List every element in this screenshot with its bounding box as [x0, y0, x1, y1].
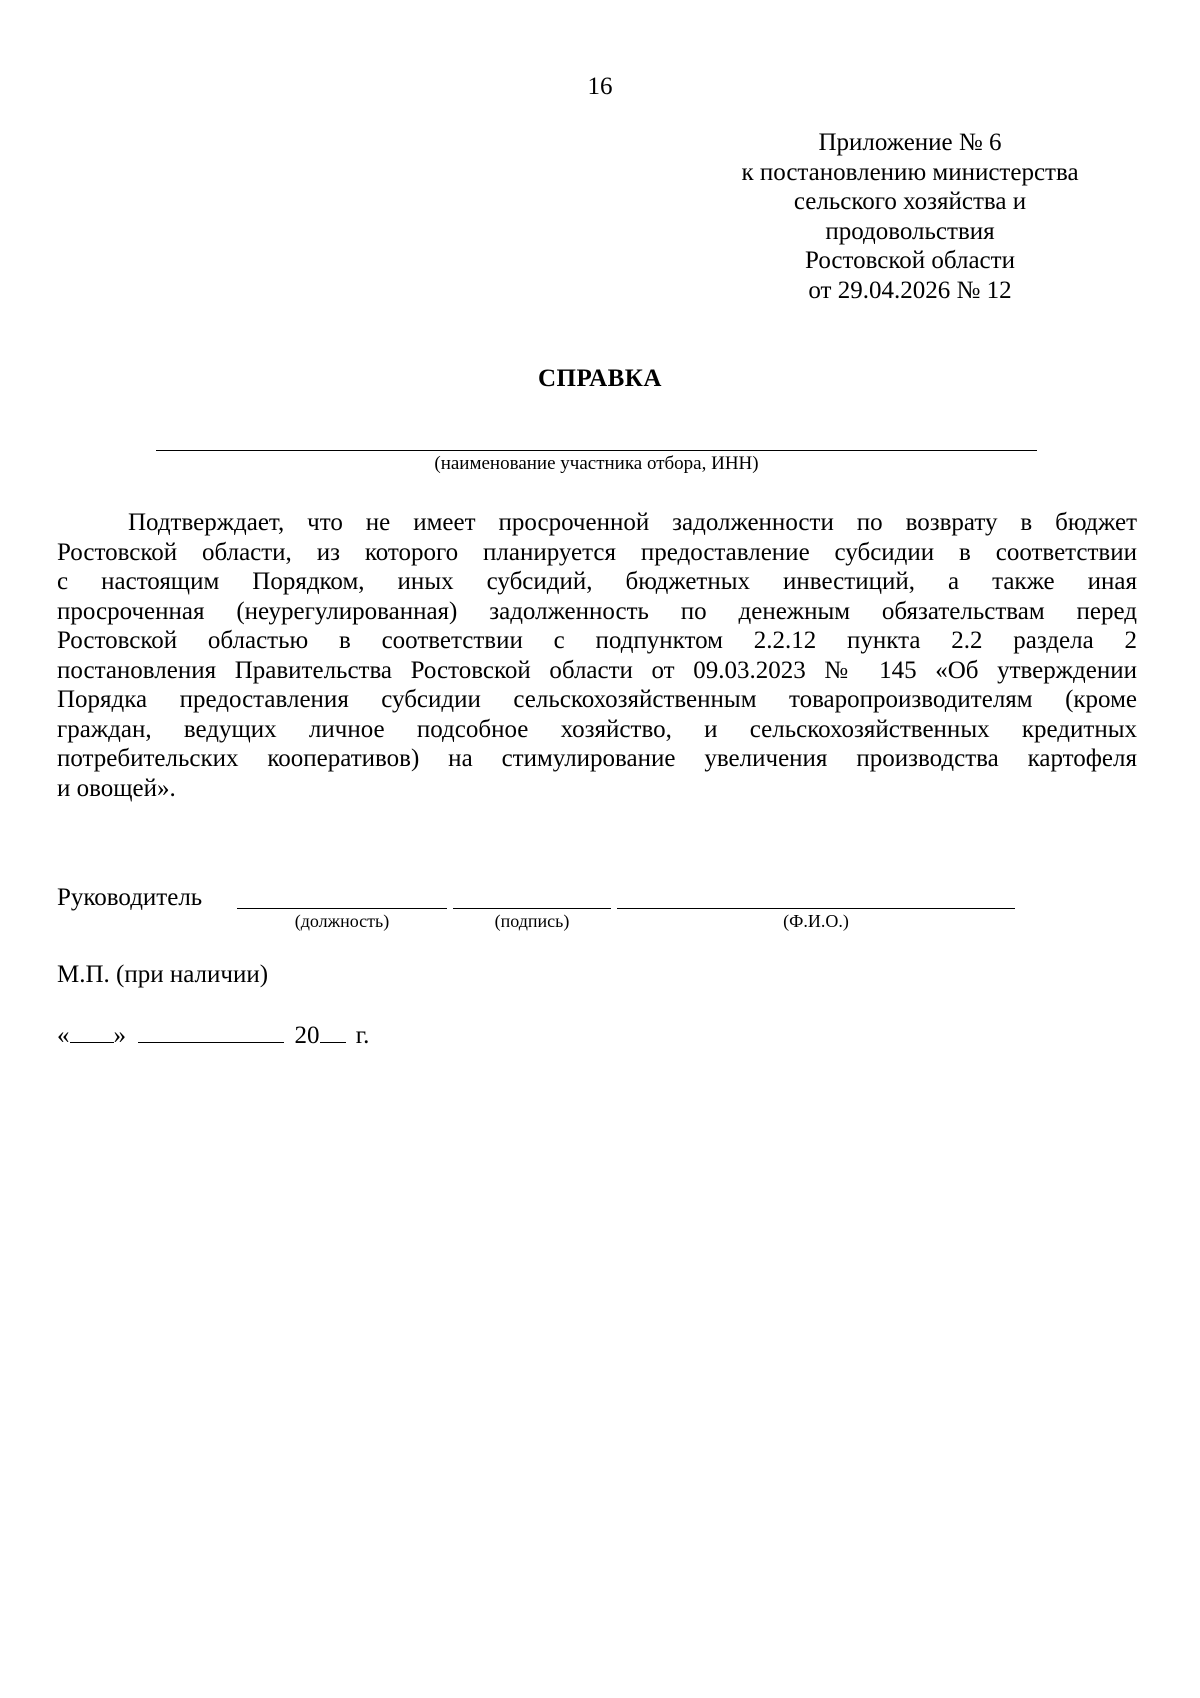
body-line: просроченная (неурегулированная) задолженность по денежным обязательствам перед: [57, 597, 1137, 625]
open-quote: «: [57, 1022, 70, 1049]
year-suffix: г.: [355, 1022, 370, 1049]
appendix-line: к постановлению министерства: [741, 158, 1079, 186]
appendix-line: Приложение № 6: [818, 129, 1002, 156]
body-line: Ростовской областью в соответствии с подпунктом 2.2.12 пункта 2.2 раздела 2: [57, 627, 1137, 654]
body-line: Подтверждает, что не имеет просроченной задолженности по возврату в бюджет: [128, 509, 1137, 536]
participant-name-blank: [156, 450, 1037, 451]
body-line: Порядка предоставления субсидии сельскохозяйственным товаропроизводителям (кроме: [57, 686, 1137, 713]
appendix-line: от 29.04.2026 № 12: [808, 276, 1012, 304]
appendix-block: [700, 128, 1120, 305]
appendix-line: продовольствия: [825, 217, 995, 245]
appendix-line: сельского хозяйства и: [793, 188, 1027, 215]
signature-caption: (подпись): [494, 911, 570, 931]
stamp-note: М.П. (при наличии): [57, 961, 269, 988]
body-line: граждан, ведущих личное подсобное хозяйство, и сельскохозяйственных кредитных: [57, 715, 1137, 743]
name-blank: [617, 908, 1015, 909]
signature-label: Руководитель: [57, 884, 203, 911]
day-blank: [70, 1020, 114, 1043]
close-quote: »: [113, 1022, 126, 1049]
body-line: Ростовской области, из которого планируется предоставление субсидии в соответствии: [57, 538, 1137, 566]
body-line: потребительских кооперативов) на стимулирование увеличения производства картофеля: [57, 745, 1137, 772]
document-title: СПРАВКА: [538, 365, 662, 392]
year-prefix: 20: [294, 1022, 320, 1049]
signature-blank: [453, 908, 611, 909]
body-line: и овощей».: [57, 774, 176, 802]
name-caption: (Ф.И.О.): [783, 911, 849, 931]
position-blank: [237, 908, 447, 909]
body-paragraph: [57, 508, 1137, 803]
appendix-line: Ростовской области: [805, 247, 1015, 274]
date-line: [57, 1020, 369, 1051]
page-number: 16: [587, 73, 613, 100]
body-line: постановления Правительства Ростовской области от 09.03.2023 № 145 «Об утверждении: [57, 656, 1137, 684]
participant-caption: (наименование участника отбора, ИНН): [434, 453, 759, 474]
year-blank: [320, 1020, 346, 1043]
body-line: с настоящим Порядком, иных субсидий, бюджетных инвестиций, а также иная: [57, 568, 1137, 595]
month-blank: [138, 1020, 284, 1043]
position-caption: (должность): [294, 911, 390, 931]
